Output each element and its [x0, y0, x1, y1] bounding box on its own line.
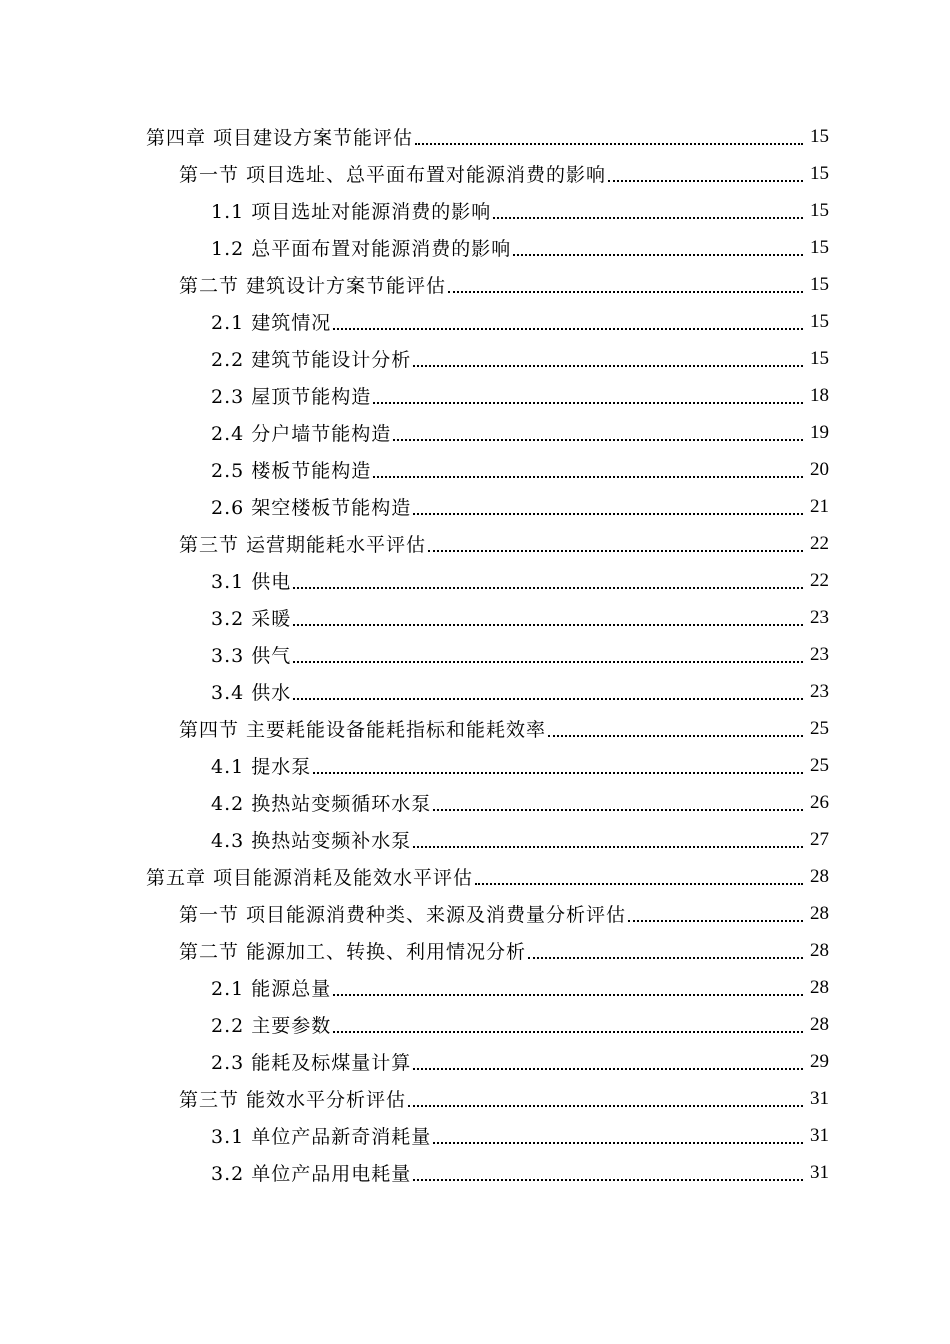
toc-dot-leader	[293, 673, 803, 710]
toc-dot-leader	[433, 1117, 803, 1154]
toc-entry[interactable]	[0, 1043, 950, 1080]
toc-page-number: 28	[810, 939, 829, 961]
toc-entry[interactable]	[0, 1154, 950, 1191]
toc-entry-title: 2.4 分户墙节能构造	[211, 423, 392, 445]
toc-dot-leader	[528, 932, 803, 969]
toc-entry-title: 3.1 单位产品新奇消耗量	[211, 1126, 432, 1148]
toc-entry[interactable]	[0, 525, 950, 562]
toc-dot-leader	[333, 1006, 803, 1043]
toc-page-number: 23	[810, 606, 829, 628]
toc-dot-leader	[293, 562, 803, 599]
toc-dot-leader	[293, 636, 803, 673]
toc-entry[interactable]	[0, 599, 950, 636]
toc-page-number: 20	[810, 458, 829, 480]
toc-entry[interactable]	[0, 932, 950, 969]
toc-entry[interactable]	[0, 1080, 950, 1117]
toc-entry-title: 第一节 项目能源消费种类、来源及消费量分析评估	[179, 904, 627, 926]
toc-entry-title: 3.3 供气	[211, 645, 292, 667]
toc-page-number: 15	[810, 347, 829, 369]
toc-entry-title: 2.5 楼板节能构造	[211, 460, 372, 482]
toc-dot-leader	[393, 414, 803, 451]
toc-entry[interactable]	[0, 969, 950, 1006]
table-of-contents	[0, 118, 950, 1191]
toc-entry[interactable]	[0, 192, 950, 229]
toc-entry[interactable]	[0, 673, 950, 710]
toc-entry-title: 1.1 项目选址对能源消费的影响	[211, 201, 492, 223]
toc-entry[interactable]	[0, 414, 950, 451]
toc-page-number: 22	[810, 532, 829, 554]
toc-entry-title: 2.1 建筑情况	[211, 312, 332, 334]
toc-entry-title: 4.3 换热站变频补水泵	[211, 830, 412, 852]
toc-page-number: 15	[810, 310, 829, 332]
toc-entry[interactable]	[0, 303, 950, 340]
toc-entry[interactable]	[0, 821, 950, 858]
toc-dot-leader	[373, 377, 803, 414]
toc-entry-title: 2.3 屋顶节能构造	[211, 386, 372, 408]
toc-dot-leader	[413, 821, 803, 858]
toc-entry-title: 第四章 项目建设方案节能评估	[146, 127, 414, 149]
toc-entry-title: 第三节 运营期能耗水平评估	[179, 534, 427, 556]
toc-page-number: 26	[810, 791, 829, 813]
toc-page-number: 28	[810, 976, 829, 998]
toc-page-number: 31	[810, 1124, 829, 1146]
toc-dot-leader	[415, 118, 803, 155]
toc-entry-title: 第一节 项目选址、总平面布置对能源消费的影响	[179, 164, 607, 186]
toc-dot-leader	[373, 451, 803, 488]
toc-dot-leader	[413, 1154, 803, 1191]
toc-dot-leader	[448, 266, 803, 303]
toc-entry[interactable]	[0, 636, 950, 673]
toc-dot-leader	[628, 895, 803, 932]
toc-entry-title: 3.4 供水	[211, 682, 292, 704]
toc-entry[interactable]	[0, 784, 950, 821]
toc-page-number: 22	[810, 569, 829, 591]
toc-entry-title: 第四节 主要耗能设备能耗指标和能耗效率	[179, 719, 547, 741]
toc-dot-leader	[493, 192, 803, 229]
toc-page-number: 31	[810, 1087, 829, 1109]
toc-dot-leader	[475, 858, 803, 895]
toc-dot-leader	[513, 229, 803, 266]
toc-entry[interactable]	[0, 340, 950, 377]
toc-dot-leader	[408, 1080, 803, 1117]
toc-entry-title: 第二节 能源加工、转换、利用情况分析	[179, 941, 527, 963]
toc-entry[interactable]	[0, 451, 950, 488]
toc-entry[interactable]	[0, 747, 950, 784]
toc-entry-title: 4.1 提水泵	[211, 756, 312, 778]
toc-page-number: 15	[810, 236, 829, 258]
toc-page-number: 23	[810, 643, 829, 665]
toc-page-number: 25	[810, 754, 829, 776]
toc-page-number: 23	[810, 680, 829, 702]
toc-entry-title: 2.2 主要参数	[211, 1015, 332, 1037]
toc-page-number: 15	[810, 125, 829, 147]
toc-entry[interactable]	[0, 155, 950, 192]
toc-dot-leader	[548, 710, 803, 747]
toc-page-number: 31	[810, 1161, 829, 1183]
toc-dot-leader	[433, 784, 803, 821]
toc-entry-title: 第三节 能效水平分析评估	[179, 1089, 407, 1111]
toc-entry-title: 第二节 建筑设计方案节能评估	[179, 275, 447, 297]
toc-page-number: 21	[810, 495, 829, 517]
toc-entry[interactable]	[0, 710, 950, 747]
toc-dot-leader	[333, 969, 803, 1006]
toc-page-number: 28	[810, 865, 829, 887]
toc-page-number: 19	[810, 421, 829, 443]
toc-entry[interactable]	[0, 1006, 950, 1043]
toc-entry[interactable]	[0, 895, 950, 932]
toc-dot-leader	[313, 747, 803, 784]
toc-entry[interactable]	[0, 118, 950, 155]
toc-entry[interactable]	[0, 377, 950, 414]
toc-entry[interactable]	[0, 562, 950, 599]
toc-entry-title: 2.1 能源总量	[211, 978, 332, 1000]
toc-entry-title: 2.6 架空楼板节能构造	[211, 497, 412, 519]
toc-entry-title: 4.2 换热站变频循环水泵	[211, 793, 432, 815]
toc-page-number: 25	[810, 717, 829, 739]
toc-entry-title: 3.1 供电	[211, 571, 292, 593]
toc-entry-title: 第五章 项目能源消耗及能效水平评估	[146, 867, 474, 889]
toc-dot-leader	[413, 340, 803, 377]
toc-entry-title: 1.2 总平面布置对能源消费的影响	[211, 238, 512, 260]
toc-page-number: 15	[810, 199, 829, 221]
toc-entry-title: 2.3 能耗及标煤量计算	[211, 1052, 412, 1074]
toc-dot-leader	[413, 1043, 803, 1080]
toc-entry[interactable]	[0, 1117, 950, 1154]
toc-entry-title: 3.2 单位产品用电耗量	[211, 1163, 412, 1185]
toc-entry[interactable]	[0, 229, 950, 266]
toc-dot-leader	[293, 599, 803, 636]
toc-page-number: 28	[810, 902, 829, 924]
toc-page-number: 29	[810, 1050, 829, 1072]
toc-page-number: 27	[810, 828, 829, 850]
toc-dot-leader	[428, 525, 803, 562]
toc-page-number: 28	[810, 1013, 829, 1035]
toc-page-number: 18	[810, 384, 829, 406]
toc-page-number: 15	[810, 273, 829, 295]
toc-entry-title: 3.2 采暖	[211, 608, 292, 630]
toc-entry[interactable]	[0, 266, 950, 303]
toc-entry-title: 2.2 建筑节能设计分析	[211, 349, 412, 371]
toc-entry[interactable]	[0, 858, 950, 895]
toc-dot-leader	[608, 155, 803, 192]
toc-entry[interactable]	[0, 488, 950, 525]
toc-dot-leader	[413, 488, 803, 525]
toc-page-number: 15	[810, 162, 829, 184]
toc-dot-leader	[333, 303, 803, 340]
